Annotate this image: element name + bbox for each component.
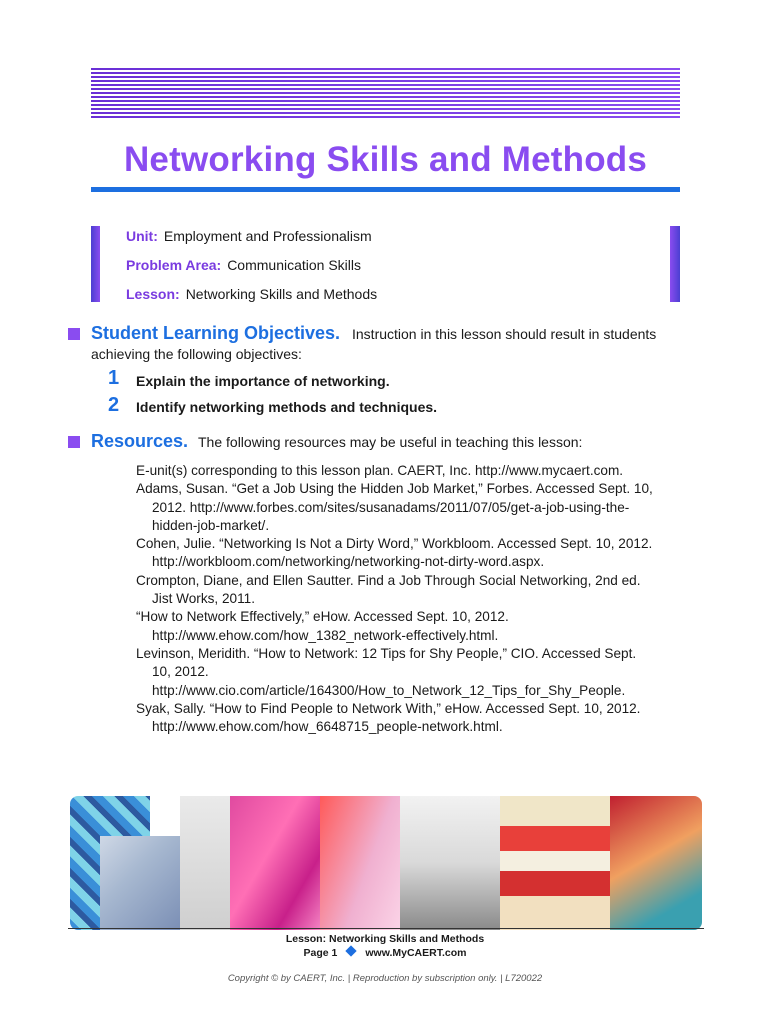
- unit-label: Unit:: [126, 228, 158, 244]
- shag-rug-image: [500, 796, 610, 930]
- sewing-machine-image: [400, 796, 510, 930]
- lesson-box-right-bar: [670, 226, 680, 302]
- resources-heading: Resources.: [91, 431, 189, 451]
- copyright-notice: Copyright © by CAERT, Inc. | Reproduction by subscription only. | L720022: [227, 973, 543, 984]
- lesson-value: Networking Skills and Methods: [185, 286, 378, 302]
- resource-item: “How to Network Effectively,” eHow. Accessed Sept. 10, 2012. http://www.ehow.com/how_1382_network-effectively.html.: [136, 609, 509, 643]
- lesson-row: [126, 286, 377, 302]
- cutting-fabric-image: [610, 796, 702, 930]
- lesson-box-left-bar: [91, 226, 100, 302]
- objectives-heading: Student Learning Objectives.: [91, 323, 341, 343]
- objective-text: Identify networking methods and techniques.: [136, 399, 438, 415]
- objective-number: 2: [108, 394, 120, 416]
- problem-area-row: [126, 257, 361, 273]
- objective-number: 1: [108, 367, 120, 389]
- problem-area-value: Communication Skills: [227, 257, 362, 273]
- resource-item: Cohen, Julie. “Networking Is Not a Dirty Word,” Workbloom. Accessed Sept. 10, 2012. http://workbloom.com/networking/networking-not-dirty-word.aspx.: [136, 536, 653, 570]
- pink-fabric-image: [230, 796, 330, 930]
- footer-page-line: [0, 947, 770, 959]
- color-cards-image: [100, 836, 180, 930]
- page-title: Networking Skills and Methods: [123, 140, 648, 179]
- unit-value: Employment and Professionalism: [163, 228, 372, 244]
- problem-area-label: Problem Area:: [126, 257, 222, 273]
- objectives-intro-2: achieving the following objectives:: [91, 346, 302, 362]
- objectives-bullet-icon: [68, 328, 80, 340]
- resource-item: Crompton, Diane, and Ellen Sautter. Find a Job Through Social Networking, 2nd ed. Jist Works, 2011.: [136, 572, 641, 607]
- resources-list: [136, 462, 656, 736]
- resource-item: Levinson, Meridith. “How to Network: 12 Tips for Shy People,” CIO. Accessed Sept. 10, 2012. http://www.cio.com/article/164300/How_to_Network_12_Tips_for_Shy_People.: [136, 645, 637, 698]
- photo-banner: [70, 796, 702, 930]
- objectives-intro-1: Instruction in this lesson should result in students: [352, 326, 657, 342]
- diamond-icon: [346, 945, 357, 956]
- unit-row: [126, 228, 372, 244]
- footer-site: www.MyCAERT.com: [365, 947, 467, 959]
- footer-lesson: Lesson: Networking Skills and Methods: [285, 933, 485, 945]
- resources-bullet-icon: [68, 436, 80, 448]
- resource-item: Syak, Sally. “How to Find People to Network With,” eHow. Accessed Sept. 10, 2012. http://www.ehow.com/how_6648715_people-network.html.: [136, 700, 641, 735]
- footer-rule: [68, 928, 704, 929]
- footer-page: Page 1: [303, 947, 338, 959]
- header-stripes: [91, 68, 680, 120]
- resources-intro: The following resources may be useful in teaching this lesson:: [198, 434, 583, 450]
- lesson-label: Lesson:: [126, 286, 180, 302]
- resource-item: E-unit(s) corresponding to this lesson plan. CAERT, Inc. http://www.mycaert.com.: [136, 463, 624, 478]
- resource-item: Adams, Susan. “Get a Job Using the Hidden Job Market,” Forbes. Accessed Sept. 10, 2012. http://www.forbes.com/sites/susanadams/2011/07/05/get-a-job-using-the-hidden-job-market/.: [136, 481, 653, 533]
- title-rule: [91, 187, 680, 192]
- objective-text: Explain the importance of networking.: [136, 373, 390, 389]
